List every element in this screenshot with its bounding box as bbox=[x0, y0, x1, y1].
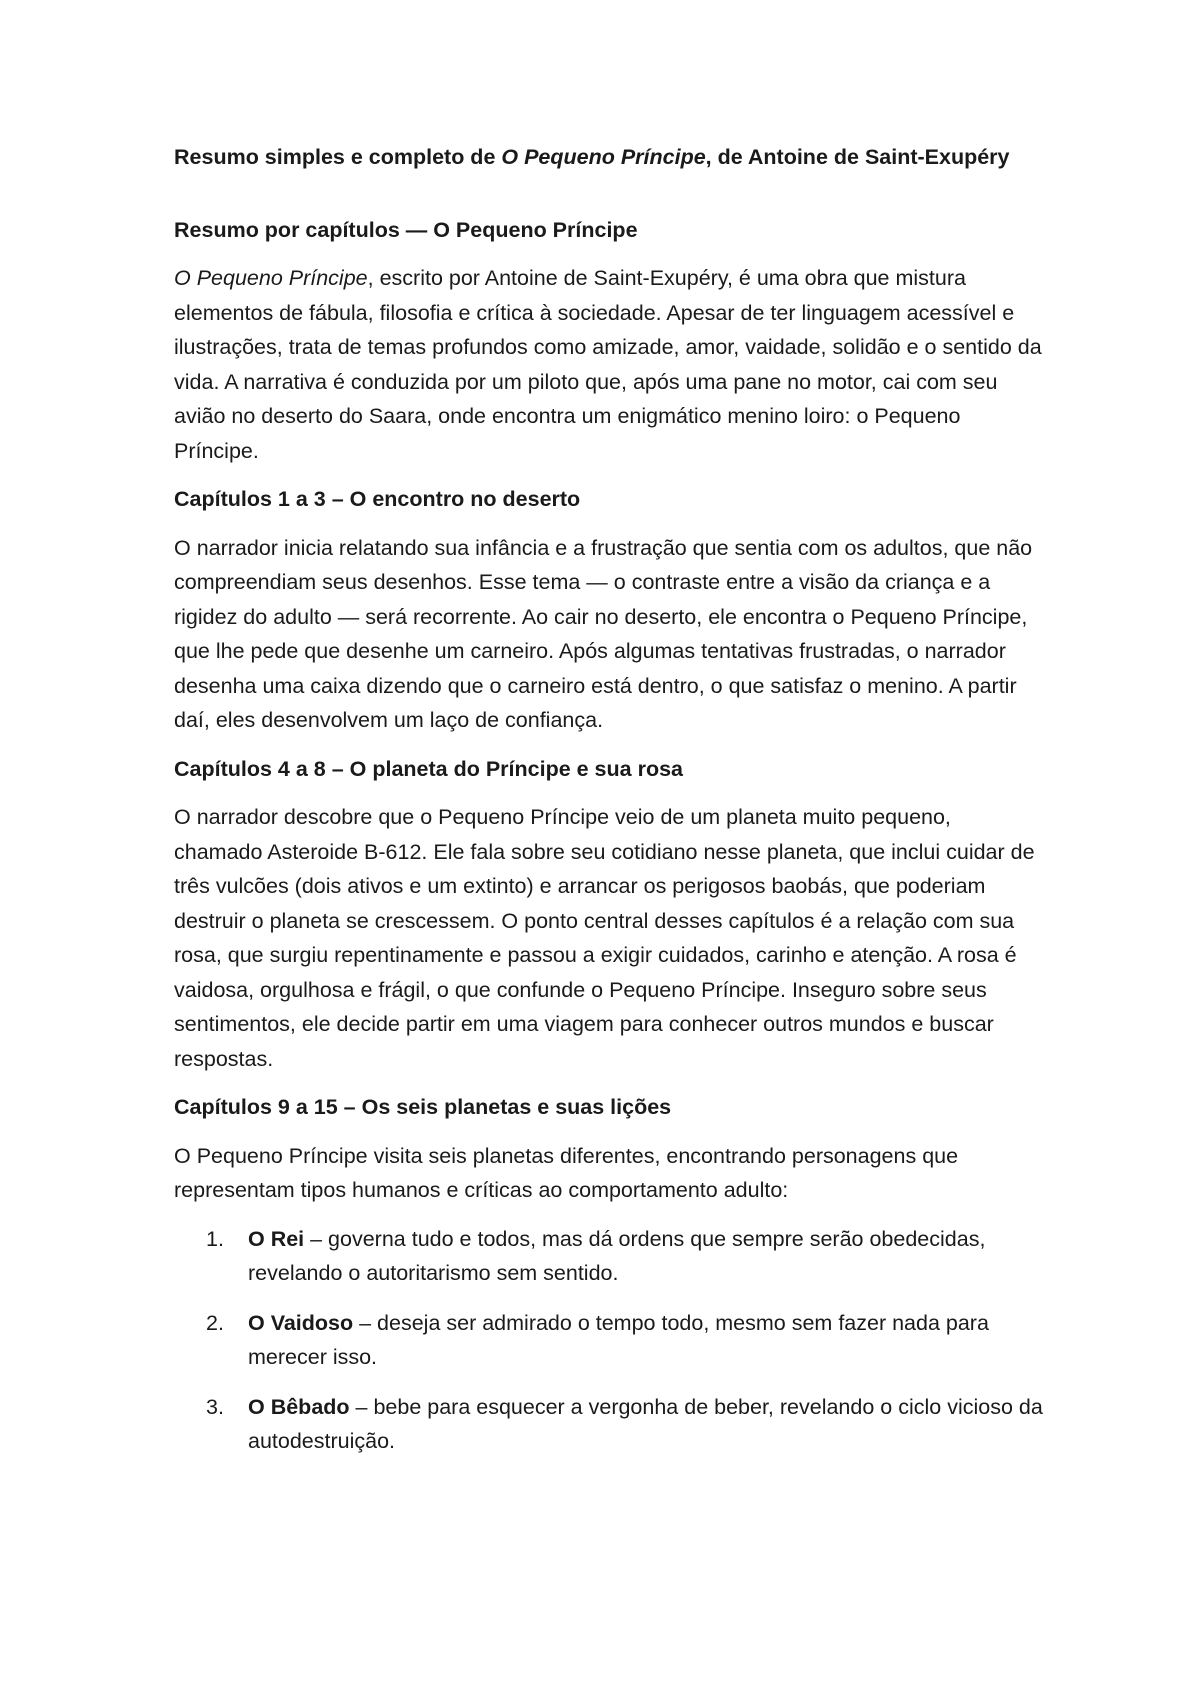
list-item-number: 3. bbox=[206, 1394, 224, 1419]
document-title bbox=[174, 140, 1044, 175]
list-item-name: O Vaidoso bbox=[248, 1310, 354, 1335]
chapter-text-1-3: O narrador inicia relatando sua infância e a frustração que sentia com os adultos, que não compreendiam seus desenhos. Esse tema — o contraste entre a visão da criança e a rigidez do adulto — será recorrente. Ao cair no deserto, ele encontra o Pequeno Príncipe, que lhe pede que desenhe um carneiro. Após algumas tentativas frustradas, o narrador desenha uma caixa dizendo que o carneiro está dentro, o que satisfaz o menino. A partir daí, eles desenvolvem um laço de confiança. bbox=[174, 535, 1033, 732]
title-book-name: O Pequeno Príncipe bbox=[501, 145, 706, 169]
planets-list bbox=[174, 1222, 1044, 1459]
chapter-heading-1-3: Capítulos 1 a 3 – O encontro no deserto bbox=[174, 487, 581, 511]
list-item-number: 1. bbox=[206, 1226, 224, 1251]
list-item-text: – deseja ser admirado o tempo todo, mesmo sem fazer nada para merecer isso. bbox=[248, 1310, 989, 1369]
list-item-text: – bebe para esquecer a vergonha de beber, revelando o ciclo vicioso da autodestruição. bbox=[248, 1394, 1043, 1453]
section-heading: Resumo por capítulos — O Pequeno Príncipe bbox=[174, 217, 638, 242]
document-page bbox=[174, 140, 1044, 1474]
list-item-text: – governa tudo e todos, mas dá ordens que sempre serão obedecidas, revelando o autoritarismo sem sentido. bbox=[248, 1226, 986, 1285]
list-item-number: 2. bbox=[206, 1310, 224, 1335]
list-item-name: O Rei bbox=[248, 1226, 305, 1251]
list-item bbox=[174, 1306, 1044, 1375]
title-part-2: , de Antoine de Saint-Exupéry bbox=[705, 145, 1010, 169]
list-item-name: O Bêbado bbox=[248, 1394, 350, 1419]
chapter-text-9-15: O Pequeno Príncipe visita seis planetas diferentes, encontrando personagens que representam tipos humanos e críticas ao comportamento adulto: bbox=[174, 1143, 959, 1202]
list-item bbox=[174, 1222, 1044, 1291]
intro-book-name: O Pequeno Príncipe bbox=[174, 266, 368, 290]
title-part-1: Resumo simples e completo de bbox=[174, 145, 502, 169]
intro-paragraph bbox=[174, 261, 1044, 468]
list-item bbox=[174, 1390, 1044, 1459]
chapter-text-4-8: O narrador descobre que o Pequeno Príncipe veio de um planeta muito pequeno, chamado Asteroide B-612. Ele fala sobre seu cotidiano nesse planeta, que inclui cuidar de três vulcões (dois ativos e um extinto) e arrancar os perigosos baobás, que poderiam destruir o planeta se crescessem. O ponto central desses capítulos é a relação com sua rosa, que surgiu repentinamente e passou a exigir cuidados, carinho e atenção. A rosa é vaidosa, orgulhosa e frágil, o que confunde o Pequeno Príncipe. Inseguro sobre seus sentimentos, ele decide partir em uma viagem para conhecer outros mundos e buscar respostas. bbox=[174, 805, 1035, 1071]
chapter-heading-9-15: Capítulos 9 a 15 – Os seis planetas e suas lições bbox=[174, 1095, 672, 1119]
intro-text: , escrito por Antoine de Saint-Exupéry, é uma obra que mistura elementos de fábula, filosofia e crítica à sociedade. Apesar de ter linguagem acessível e ilustrações, trata de temas profundos como amizade, amor, vaidade, solidão e o sentido da vida. A narrativa é conduzida por um piloto que, após uma pane no motor, cai com seu avião no deserto do Saara, onde encontra um enigmático menino loiro: o Pequeno Príncipe. bbox=[174, 266, 1042, 463]
chapter-heading-4-8: Capítulos 4 a 8 – O planeta do Príncipe e sua rosa bbox=[174, 756, 683, 781]
